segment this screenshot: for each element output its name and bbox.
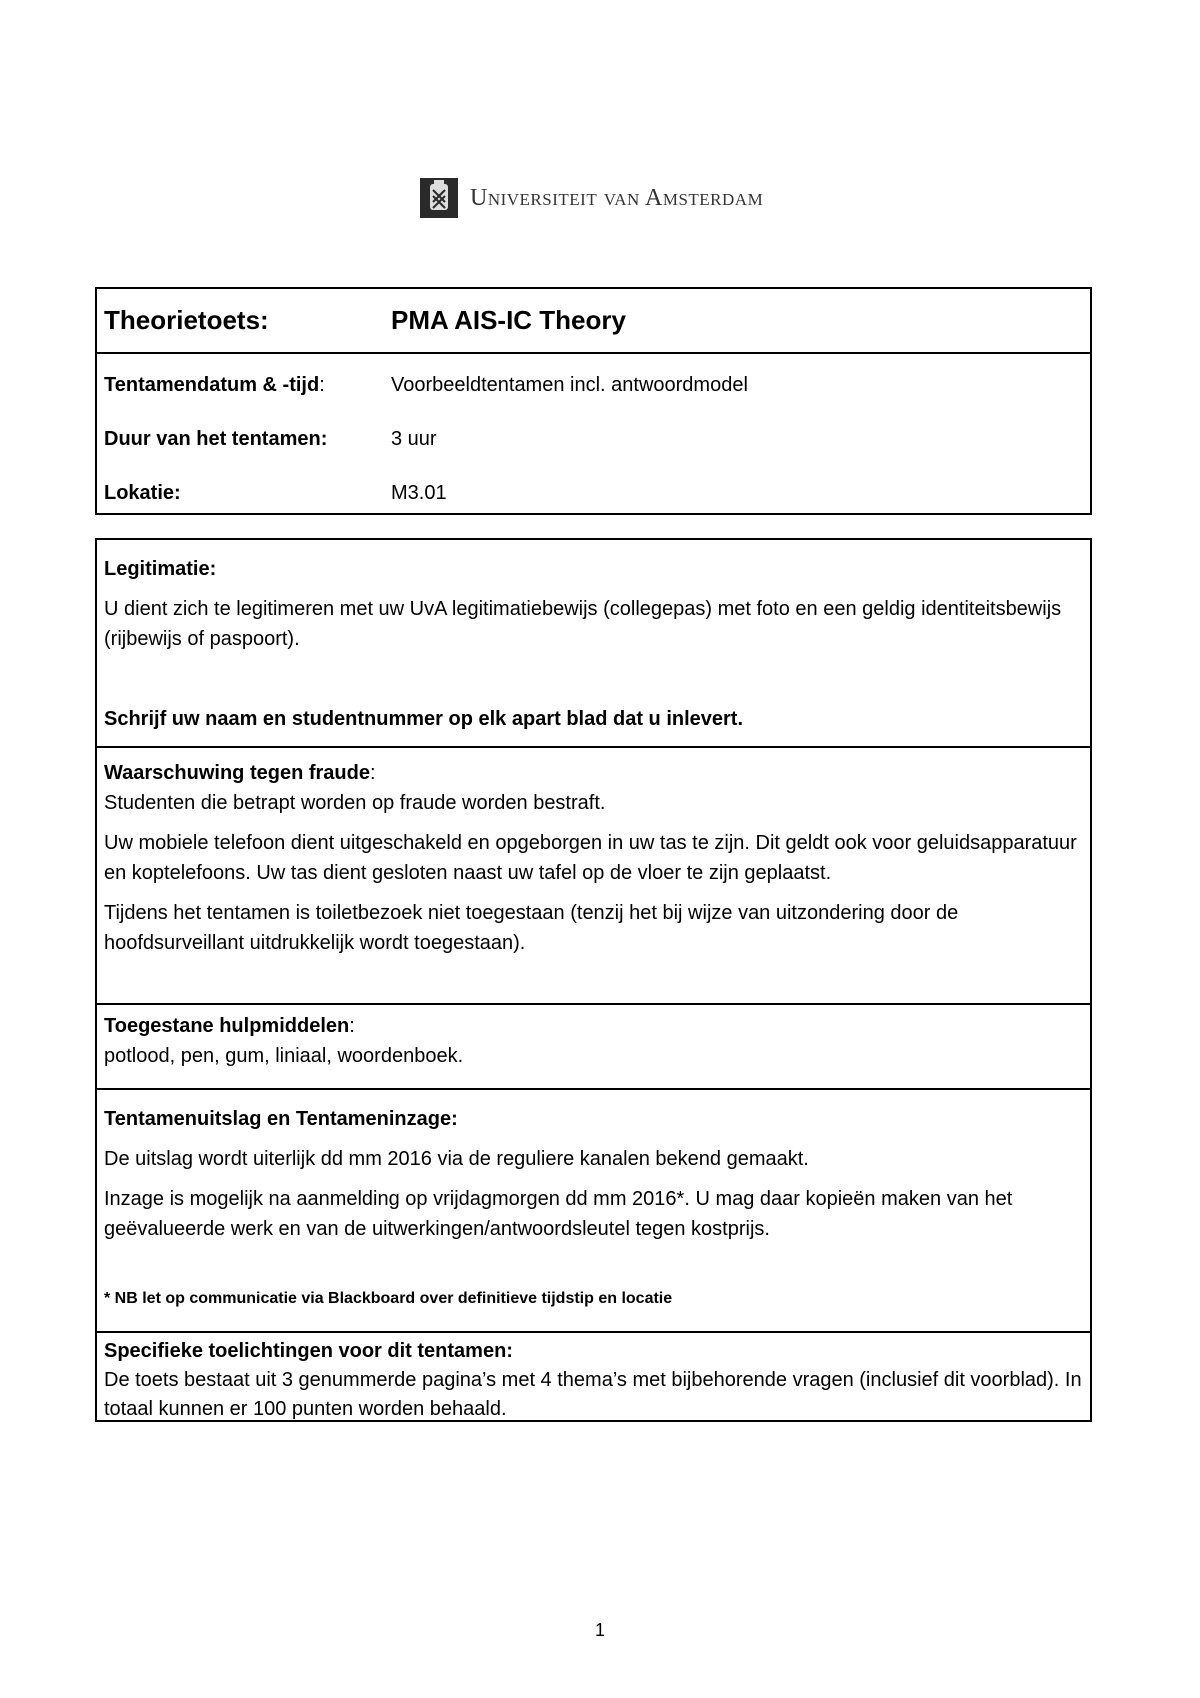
- section-legitimatie: [97, 540, 1090, 748]
- legitimatie-bold-note: Schrijf uw naam en studentnummer op elk apart blad dat u inlevert.: [104, 708, 744, 730]
- toelichting-heading: Specifieke toelichtingen voor dit tentamen:: [104, 1340, 513, 1362]
- fraude-para3: Tijdens het tentamen is toiletbezoek niet toegestaan (tenzij het bij wijze van uitzondering door de hoofdsurveillant uitdrukkelijk wordt toegestaan).: [104, 902, 959, 954]
- exam-date-row: [97, 354, 1090, 408]
- fraude-line1: Studenten die betrapt worden op fraude worden bestraft.: [104, 792, 606, 814]
- exam-date-value: Voorbeeldtentamen incl. antwoordmodel: [391, 374, 748, 396]
- exam-duration-row: [97, 408, 1090, 462]
- legitimatie-text: U dient zich te legitimeren met uw UvA legitimatiebewijs (collegepas) met foto en een geldig identiteitsbewijs (rijbewijs of paspoort).: [104, 598, 1062, 650]
- exam-duration-value: 3 uur: [391, 428, 437, 450]
- fraude-para2: Uw mobiele telefoon dient uitgeschakeld en opgeborgen in uw tas te zijn. Dit geldt ook voor geluidsapparatuur en koptelefoons. Uw tas dient gesloten naast uw tafel op de vloer te zijn geplaatst.: [104, 832, 1077, 884]
- exam-info-table: [95, 287, 1092, 515]
- exam-title-value: PMA AIS-IC Theory: [391, 305, 626, 335]
- uitslag-para2: Inzage is mogelijk na aanmelding op vrijdagmorgen dd mm 2016*. U mag daar kopieën maken van het geëvalueerde werk en van de uitwerkingen/antwoordsleutel tegen kostprijs.: [104, 1188, 1013, 1240]
- section-toelichting: [97, 1333, 1090, 1424]
- exam-location-value: M3.01: [391, 482, 447, 504]
- exam-title-row: [97, 289, 1090, 354]
- legitimatie-heading: Legitimatie:: [104, 558, 217, 580]
- uitslag-heading: Tentamenuitslag en Tentameninzage:: [104, 1108, 458, 1130]
- hulpmiddelen-heading: Toegestane hulpmiddelen:: [104, 1015, 355, 1037]
- exam-date-label: Tentamendatum & -tijd:: [104, 374, 325, 396]
- fraude-heading: Waarschuwing tegen fraude:: [104, 762, 376, 784]
- university-logo: [420, 178, 763, 218]
- exam-title-label: Theorietoets:: [104, 305, 269, 335]
- exam-location-row: [97, 462, 1090, 516]
- university-name: Universiteit van Amsterdam: [470, 184, 764, 211]
- exam-duration-label: Duur van het tentamen:: [104, 428, 328, 450]
- uitslag-para1: De uitslag wordt uiterlijk dd mm 2016 via de reguliere kanalen bekend gemaakt.: [104, 1148, 809, 1170]
- page-number: 1: [594, 1620, 605, 1640]
- toelichting-text: De toets bestaat uit 3 genummerde pagina’s met 4 thema’s met bijbehorende vragen (inclusief dit voorblad). In totaal kunnen er 100 punten worden behaald.: [104, 1369, 1082, 1420]
- hulpmiddelen-text: potlood, pen, gum, liniaal, woordenboek.: [104, 1045, 464, 1067]
- section-uitslag: [97, 1090, 1090, 1333]
- section-hulpmiddelen: [97, 1005, 1090, 1090]
- uitslag-note: * NB let op communicatie via Blackboard over definitieve tijdstip en locatie: [104, 1290, 673, 1307]
- section-fraude: [97, 748, 1090, 1005]
- exam-rules-table: [95, 538, 1092, 1422]
- exam-location-label: Lokatie:: [104, 482, 181, 504]
- crest-icon: [420, 178, 458, 218]
